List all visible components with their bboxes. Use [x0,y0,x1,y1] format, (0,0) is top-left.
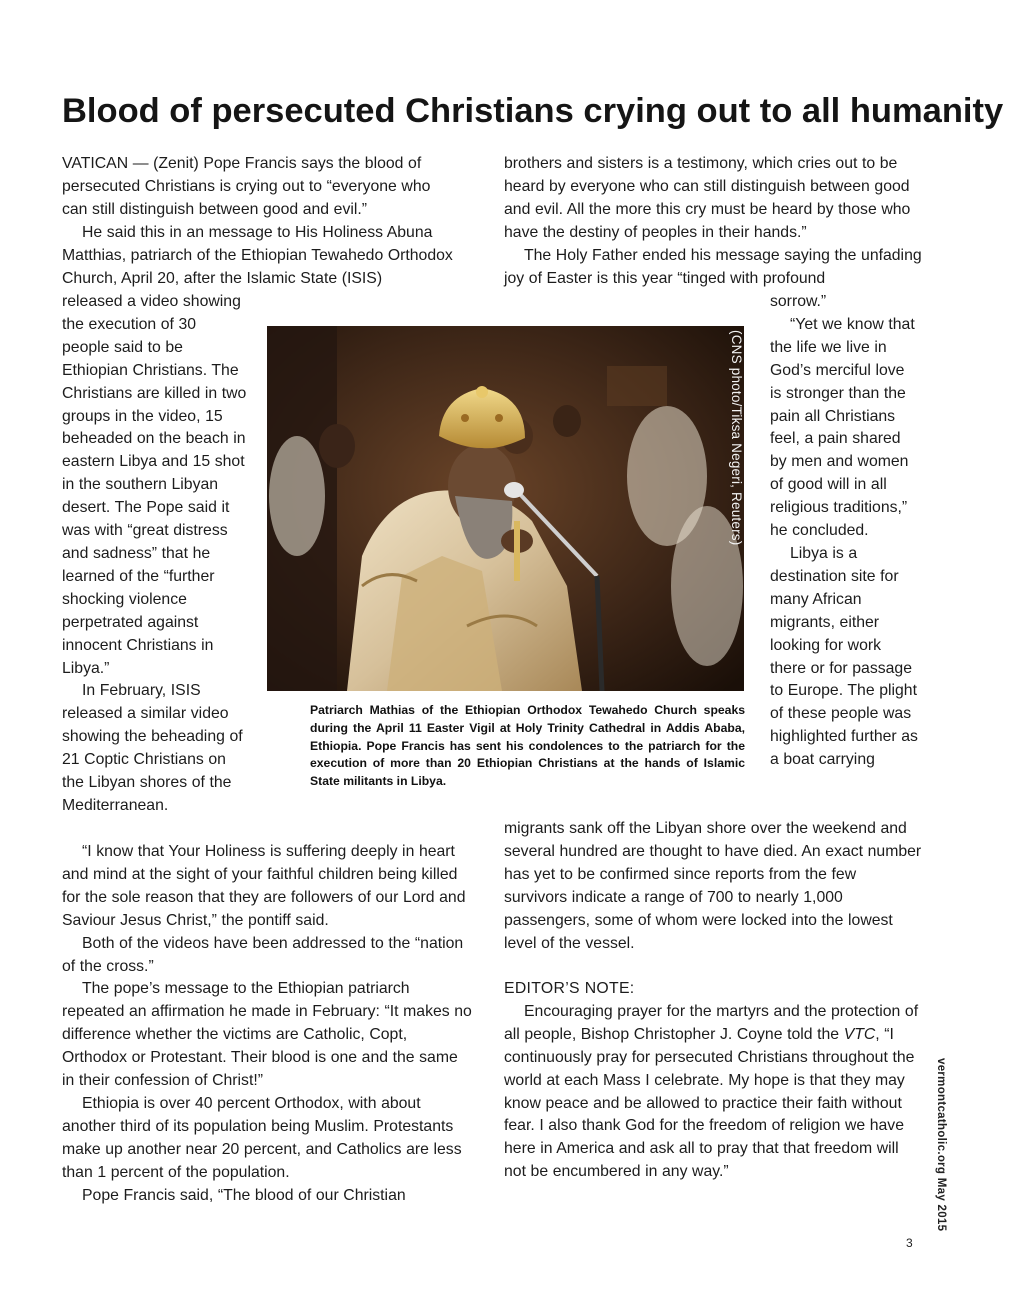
photo-caption: Patriarch Mathias of the Ethiopian Orthodox Tewahedo Church speaks during the April 11 Easter Vigil at Holy Trinity Cathedral in Addis Ababa, Ethiopia. Pope Francis has sent his condolences to the patriarch for the execution of more than 20 Ethiopian Christians at the hands of Islamic State militants in Libya. [310,703,745,789]
article-paragraph: brothers and sisters is a testimony, which cries out to be heard by everyone who can still distinguish between good and evil. All the more this cry must be heard by those who have the destiny of peoples in their hands.” [504,155,911,241]
article-paragraph: Pope Francis said, “The blood of our Christian [82,1186,406,1204]
article-paragraph: In February, ISIS released a similar video showing the beheading of 21 Coptic Christians on the Libyan shores of the Mediterranean. [62,682,243,814]
column-1-top [62,153,460,290]
editor-note-text-end: , “I continuously pray for persecuted Christians throughout the world at each Mass I celebrate. My hope is that they may know peace and be allowed to practice their faith without fear. I also thank God for the freedom of religion we have here in America and ask all to pray that that freedom will not be encumbered in any way.” [504,1025,915,1181]
editor-note-heading: EDITOR’S NOTE: [504,980,635,997]
article-paragraph: Both of the videos have been addressed to the “nation of the cross.” [62,934,464,975]
article-paragraph: migrants sank off the Libyan shore over the weekend and several hundred are thought to have died. An exact number has yet to be confirmed since reports from the few survivors indicate a range of 700 to nearly 1,000 passengers, some of whom were locked into the lowest level of the vessel. [504,820,922,952]
article-paragraph: “Yet we know that the life we live in God’s merciful love is stronger than the pain all Christians feel, a pain shared by men and women of good will in all religious traditions,” he concluded. [770,315,915,540]
editor-note-publication: VTC [843,1025,876,1043]
article-paragraph: Ethiopia is over 40 percent Orthodox, with about another third of its population being Muslim. Protestants make up another near 20 percent, and Catholics are less than 1 percent of the population. [62,1094,462,1181]
column-1-bottom [62,841,472,1208]
column-2-narrow [770,291,920,772]
article-paragraph: Libya is a destination site for many African migrants, either looking for work there or for passage to Europe. The plight of these people was highlighted further as a boat carrying [770,544,918,769]
column-1-narrow [62,291,247,818]
article-paragraph: VATICAN — (Zenit) Pope Francis says the blood of persecuted Christians is crying out to “everyone who can still distinguish between good and evil.” [62,155,431,218]
article-paragraph: He said this in an message to His Holiness Abuna Matthias, patriarch of the Ethiopian Tewahedo Orthodox Church, April 20, after the Islamic State (ISIS) [62,223,453,287]
column-2-bottom [504,818,922,955]
editor-note-text-start: Encouraging prayer for the martyrs and the protection of all people, Bishop Christopher J. Coyne told the [504,1002,919,1043]
page-number: 3 [906,1236,913,1250]
article-paragraph: sorrow.” [770,293,827,310]
publication-footer: vermontcatholic.org May 2015 [935,1058,947,1232]
article-paragraph: released a video showing the execution of 30 people said to be Ethiopian Christians. The Christians are killed in two groups in the video, 15 beheaded on the beach in eastern Libya and 15 shot in the southern Libyan desert. The Pope said it was with “great distress and sadness” that he learned of the “further shocking violence perpetrated against innocent Christians in Libya.” [62,293,247,677]
patriarch-photo [267,326,744,691]
column-2-top [504,153,922,290]
editor-note-paragraph [504,1001,922,1184]
article-paragraph: “I know that Your Holiness is suffering deeply in heart and mind at the sight of your faithful children being killed for the sole reason that they are followers of our Lord and Saviour Jesus Christ,” the pontiff said. [62,843,466,929]
patriarch-photo-illustration [267,326,744,691]
article-paragraph: The Holy Father ended his message saying the unfading joy of Easter is this year “tinged with profound [504,246,922,287]
editor-note [504,978,922,1184]
article-paragraph: The pope’s message to the Ethiopian patriarch repeated an affirmation he made in February: “It makes no difference whether the victims are Catholic, Copt, Orthodox or Protestant. Their blood is one and the same in their confession of Christ!” [62,980,472,1090]
article-headline: Blood of persecuted Christians crying out to all humanity [62,92,1004,130]
photo-credit: (CNS photo/Tiksa Negeri, Reuters) [729,330,744,546]
